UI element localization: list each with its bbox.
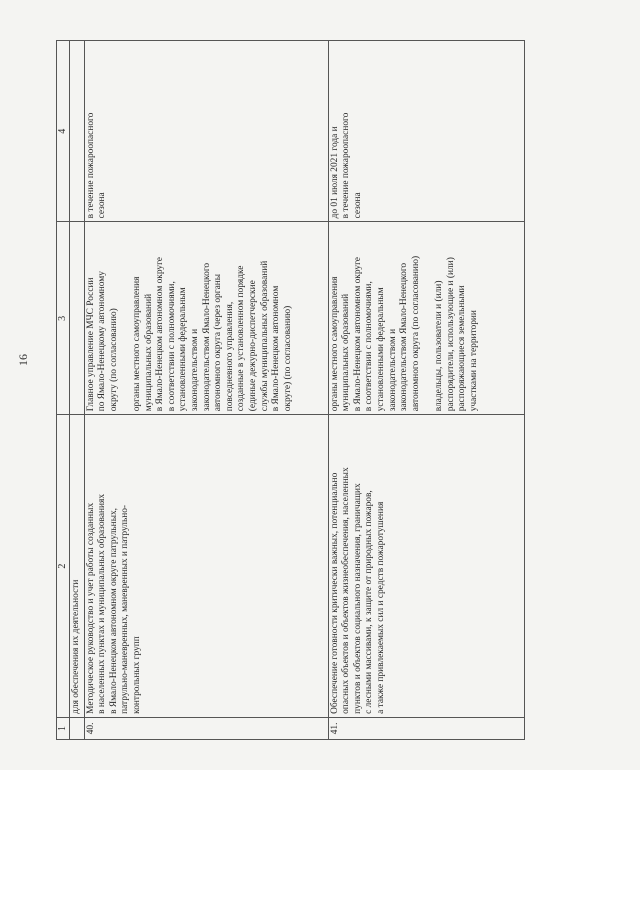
text-line: автономного округа (по согласованию) xyxy=(410,255,421,412)
text-line: в населенных пунктах и муниципальных образованиях xyxy=(97,493,108,714)
text-line: в соответствии с полномочиями, xyxy=(364,281,375,412)
row-number: 40. xyxy=(84,717,328,739)
text-line: в Ямало-Ненецком автономном xyxy=(271,285,282,412)
continuation-col4 xyxy=(70,41,85,222)
row-description xyxy=(84,415,328,718)
text-line: органы местного самоуправления xyxy=(329,276,340,412)
text-line: Главное управление МЧС России xyxy=(85,277,96,412)
row-deadline xyxy=(328,41,524,222)
page-margin-bottom xyxy=(0,770,640,905)
header-col-4: 4 xyxy=(57,41,70,222)
header-col-1: 1 xyxy=(57,717,70,739)
text-line: законодательством Ямало-Ненецкого xyxy=(399,262,410,412)
header-col-2: 2 xyxy=(57,415,70,718)
continuation-col3 xyxy=(70,222,85,415)
text-line: патрульно-маневренных, маневренных и патрульно- xyxy=(120,504,131,714)
text-line: законодательством и xyxy=(189,328,200,412)
text-line: с лесными массивами, к защите от природных пожаров, xyxy=(364,490,375,714)
table-header-row xyxy=(57,41,70,740)
continuation-text xyxy=(70,415,85,718)
text-line: в течение пожароопасного xyxy=(85,112,96,219)
measures-table xyxy=(56,40,525,740)
text-line: в течение пожароопасного xyxy=(341,112,352,219)
row-number: 41. xyxy=(328,717,524,739)
continuation-line: для обеспечения их деятельности xyxy=(71,579,81,714)
text-line: в Ямало-Ненецком автономном округе патрульных, xyxy=(108,507,119,714)
row-deadline xyxy=(84,41,328,222)
text-line: контрольных групп xyxy=(131,636,142,714)
text-line: повседневного управления, xyxy=(224,301,235,412)
row-description xyxy=(328,415,524,718)
table-row xyxy=(328,41,524,740)
text-line: установленными федеральным xyxy=(375,287,386,412)
row-executors xyxy=(328,222,524,415)
text-line: созданные в установленном порядке xyxy=(236,265,247,412)
text-line: (единые дежурно-диспетчерские xyxy=(247,280,258,412)
text-line: законодательством Ямало-Ненецкого xyxy=(201,262,212,412)
paragraph-gap xyxy=(120,225,132,411)
text-line: сезона xyxy=(352,192,363,219)
text-line: службы муниципальных образований xyxy=(259,260,270,412)
text-line: округе) (по согласованию) xyxy=(282,305,293,412)
text-line: а также привлекаемых сил и средств пожаротушения xyxy=(375,501,386,714)
text-line: участками на территории xyxy=(468,310,479,412)
text-line: опасных объектов и объектов жизнеобеспечения, населенных xyxy=(341,467,352,714)
text-line: установленными федеральным xyxy=(178,287,189,412)
text-line: органы местного самоуправления xyxy=(131,276,142,412)
text-line: распорядители, использующие и (или) xyxy=(445,257,456,412)
row-executors xyxy=(84,222,328,415)
table-row xyxy=(84,41,328,740)
text-line: в Ямало-Ненецком автономном округе xyxy=(155,257,166,412)
text-line: до 01 июля 2021 года и xyxy=(329,126,340,219)
text-line: законодательством и xyxy=(387,328,398,412)
text-line: по Ямало-Ненецкому автономному xyxy=(97,271,108,412)
paragraph-gap xyxy=(422,225,434,411)
text-line: Обеспечение готовности критически важных, потенциально xyxy=(329,472,340,714)
text-line: в соответствии с полномочиями, xyxy=(166,281,177,412)
text-line: в Ямало-Ненецком автономном округе xyxy=(352,257,363,412)
text-line: автономного округа (через органы xyxy=(213,273,224,412)
continuation-row xyxy=(70,41,85,740)
text-line: распоряжающиеся земельными xyxy=(457,285,468,412)
text-line: округу (по согласованию) xyxy=(108,308,119,412)
page-number: 16 xyxy=(16,354,30,366)
text-line: пунктов и объектов социального назначения, граничащих xyxy=(352,483,363,714)
rotated-content xyxy=(16,40,616,740)
text-line: Методическое руководство и учет работы созданных xyxy=(85,502,96,714)
header-col-3: 3 xyxy=(57,222,70,415)
text-line: муниципальных образований xyxy=(341,293,352,412)
text-line: сезона xyxy=(97,192,108,219)
text-line: владельцы, пользователи и (или) xyxy=(433,280,444,412)
continuation-num xyxy=(70,717,85,739)
text-line: муниципальных образований xyxy=(143,293,154,412)
